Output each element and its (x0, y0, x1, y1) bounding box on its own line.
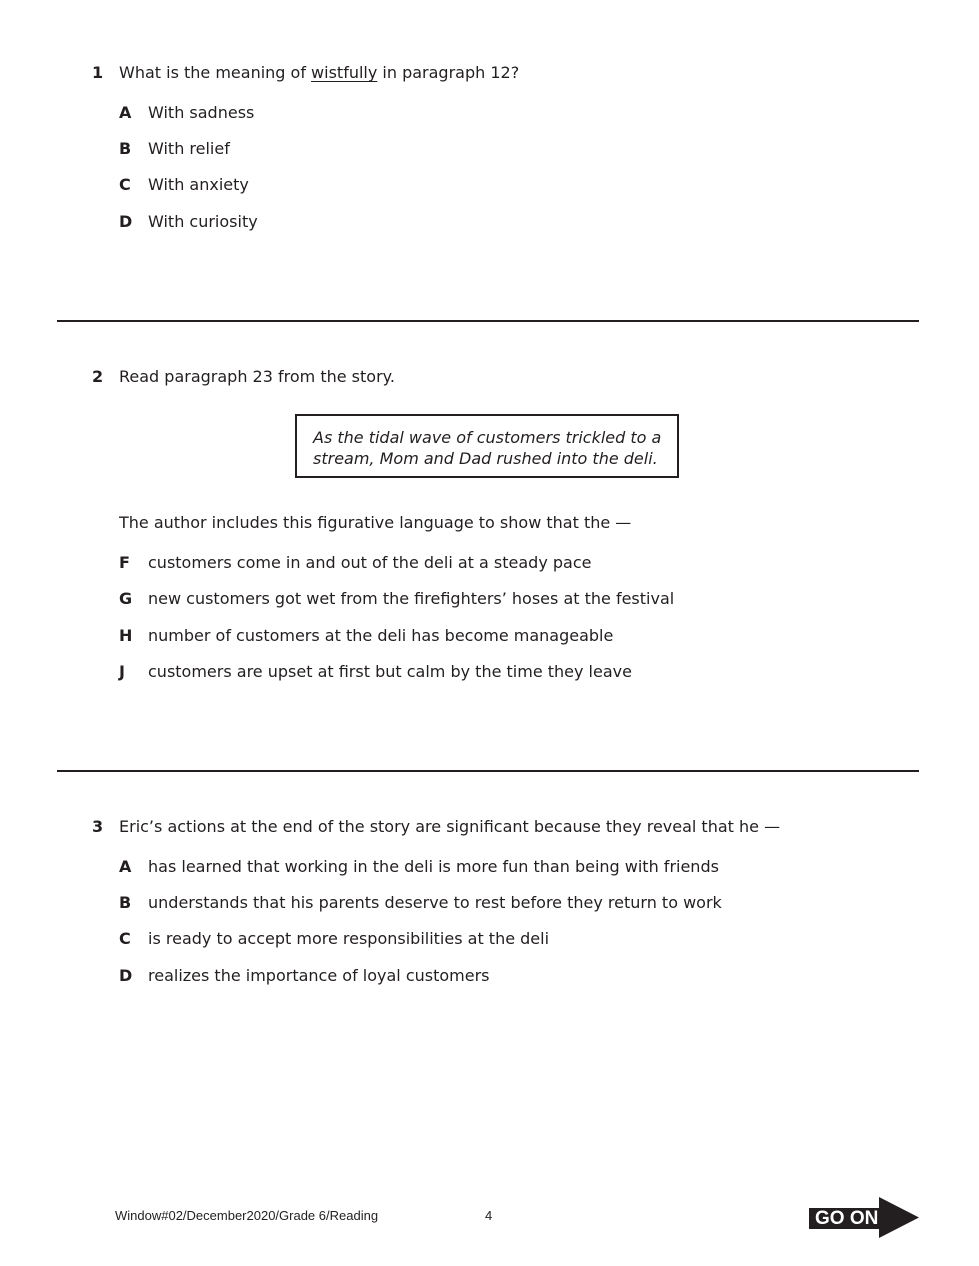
go-on-button[interactable] (809, 1197, 920, 1238)
question-3-option-a-letter[interactable]: A (119, 857, 132, 876)
question-1-stem-before: What is the meaning of (119, 63, 312, 82)
question-1-option-b-letter[interactable]: B (119, 139, 132, 158)
question-1-underlined-word: wistfully (311, 63, 378, 82)
question-1-option-c-letter[interactable]: C (119, 175, 131, 194)
excerpt-line-2: stream, Mom and Dad rushed into the deli. (313, 449, 658, 468)
section-divider-2 (57, 770, 919, 772)
excerpt-box (295, 414, 679, 478)
question-1-option-a-letter[interactable]: A (119, 103, 132, 122)
question-3-stem: Eric’s actions at the end of the story are significant because they reveal that he — (119, 817, 781, 836)
section-divider-1 (57, 320, 919, 322)
question-2-prompt: The author includes this figurative language to show that the — (119, 513, 632, 532)
question-2-option-j-text[interactable]: customers are upset at first but calm by the time they leave (148, 662, 632, 681)
excerpt-line-1: As the tidal wave of customers trickled to a (313, 428, 662, 447)
question-2-option-j-letter[interactable]: J (119, 662, 125, 681)
question-3-option-b-letter[interactable]: B (119, 893, 132, 912)
question-2-option-g-text[interactable]: new customers got wet from the firefighters’ hoses at the festival (148, 589, 675, 608)
question-3-option-c-text[interactable]: is ready to accept more responsibilities at the deli (148, 929, 550, 948)
footer-test-id: Window#02/December2020/Grade 6/Reading (115, 1208, 379, 1223)
question-2-number: 2 (92, 367, 104, 386)
question-3-option-d-text[interactable]: realizes the importance of loyal customers (148, 966, 490, 985)
question-1-option-c-text[interactable]: With anxiety (148, 175, 249, 194)
question-1-option-b-text[interactable]: With relief (148, 139, 230, 158)
question-2-option-g-letter[interactable]: G (119, 589, 133, 608)
question-3-option-d-letter[interactable]: D (119, 966, 133, 985)
question-1-stem-after: in paragraph 12? (377, 63, 520, 82)
question-1-option-d-text[interactable]: With curiosity (148, 212, 258, 231)
question-1-option-a-text[interactable]: With sadness (148, 103, 255, 122)
question-3-option-c-letter[interactable]: C (119, 929, 131, 948)
question-2-option-h-text[interactable]: number of customers at the deli has become manageable (148, 626, 614, 645)
question-3-option-b-text[interactable]: understands that his parents deserve to rest before they return to work (148, 893, 722, 912)
question-1-number: 1 (92, 63, 104, 82)
question-1-stem (119, 63, 519, 83)
question-2-stem: Read paragraph 23 from the story. (119, 367, 395, 386)
question-1-option-d-letter[interactable]: D (119, 212, 133, 231)
page-number: 4 (485, 1208, 493, 1223)
question-2-option-f-text[interactable]: customers come in and out of the deli at a steady pace (148, 553, 592, 572)
go-on-label: GO ON (810, 1208, 880, 1229)
question-3-number: 3 (92, 817, 104, 836)
question-2-option-h-letter[interactable]: H (119, 626, 133, 645)
question-2-option-f-letter[interactable]: F (119, 553, 130, 572)
question-3-option-a-text[interactable]: has learned that working in the deli is more fun than being with friends (148, 857, 719, 876)
